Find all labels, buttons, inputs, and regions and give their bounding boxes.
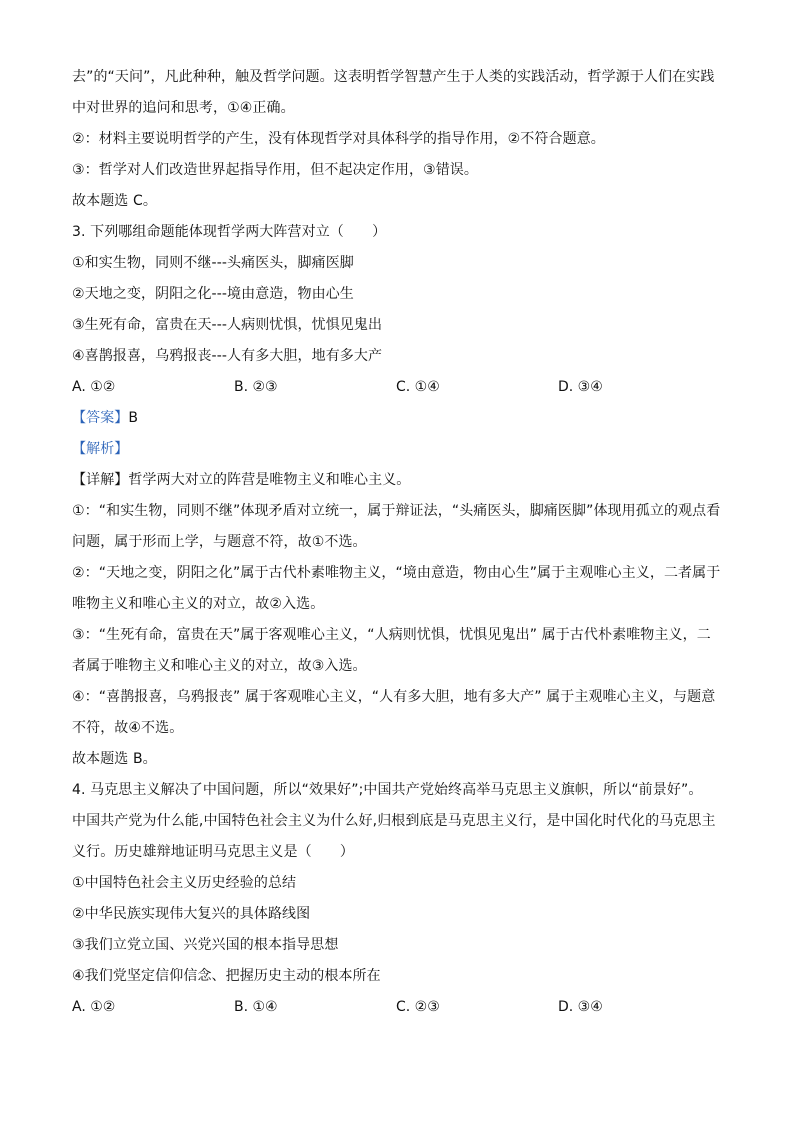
option-c: C. ①④	[396, 379, 440, 395]
answer-tag: 【答案】	[72, 410, 129, 426]
document-page	[72, 62, 728, 1023]
detail-tag: 【详解】	[72, 472, 129, 488]
option-a: A. ①②	[72, 379, 116, 395]
question-3-item: ④喜鹊报喜，乌鸦报丧---人有多大胆，地有多大产	[72, 348, 383, 364]
explanation-line: 唯物主义和唯心主义的对立，故②入选。	[72, 596, 325, 612]
question-4-item: ①中国特色社会主义历史经验的总结	[72, 875, 297, 891]
text-line: ②：材料主要说明哲学的产生，没有体现哲学对具体科学的指导作用，②不符合题意。	[72, 131, 605, 147]
question-4-item: ④我们党坚定信仰信念、把握历史主动的根本所在	[72, 968, 381, 984]
option-a: A. ①②	[72, 999, 116, 1015]
option-d: D. ③④	[558, 379, 603, 395]
question-3-stem: 3. 下列哪组命题能体现哲学两大阵营对立（ ）	[72, 224, 387, 240]
explanation-line: ②：“天地之变，阴阳之化”属于古代朴素唯物主义，“境由意造，物由心生”属于主观唯心主义，二者属于	[72, 565, 721, 581]
question-4-stem: 中国共产党为什么能,中国特色社会主义为什么好,归根到底是马克思主义行，是中国化时代化的马克思主	[72, 813, 716, 829]
question-4-stem: 义行。历史雄辩地证明马克思主义是（ ）	[72, 844, 354, 860]
detail-line	[72, 465, 728, 496]
explanation-line: 故本题选 B。	[72, 751, 157, 767]
explanation-line: 问题，属于形而上学，与题意不符，故①不选。	[72, 534, 367, 550]
explanation-line: ①：“和实生物，同则不继”体现矛盾对立统一，属于辩证法，“头痛医头，脚痛医脚”体现用孤立的观点看	[72, 503, 721, 519]
question-3-item: ③生死有命，富贵在天---人病则忧惧，忧惧见鬼出	[72, 317, 383, 333]
option-b: B. ②③	[234, 379, 278, 395]
text-line: 去”的“天问”，凡此种种，触及哲学问题。这表明哲学智慧产生于人类的实践活动，哲学源于人们在实践	[72, 69, 715, 85]
question-4-stem: 4. 马克思主义解决了中国问题，所以“效果好”;中国共产党始终高举马克思主义旗帜，所以“前景好”。	[72, 782, 703, 798]
question-3-item: ②天地之变，阴阳之化---境由意造，物由心生	[72, 286, 354, 302]
question-4-item: ③我们立党立国、兴党兴国的根本指导思想	[72, 937, 339, 953]
question-4-options	[72, 992, 728, 1023]
answer-line	[72, 403, 728, 434]
text-line: 中对世界的追问和思考，①④正确。	[72, 100, 295, 116]
text-line: ③：哲学对人们改造世界起指导作用，但不起决定作用，③错误。	[72, 162, 478, 178]
question-3-options	[72, 372, 728, 403]
explanation-line: ④：“喜鹊报喜，乌鸦报丧” 属于客观唯心主义，“人有多大胆，地有多大产” 属于主观唯心主义，与题意	[72, 689, 716, 705]
explanation-line: ③：“生死有命，富贵在天”属于客观唯心主义，“人病则忧惧，忧惧见鬼出” 属于古代朴素唯物主义，二	[72, 627, 711, 643]
explanation-line: 者属于唯物主义和唯心主义的对立，故③入选。	[72, 658, 367, 674]
question-4-item: ②中华民族实现伟大复兴的具体路线图	[72, 906, 311, 922]
option-d: D. ③④	[558, 999, 603, 1015]
explanation-line: 不符，故④不选。	[72, 720, 184, 736]
analysis-tag: 【解析】	[72, 441, 129, 457]
detail-text: 哲学两大对立的阵营是唯物主义和唯心主义。	[128, 472, 411, 488]
text-line: 故本题选 C。	[72, 193, 157, 209]
analysis-line	[72, 434, 728, 465]
answer-value: B	[128, 410, 139, 426]
option-c: C. ②③	[396, 999, 440, 1015]
question-3-item: ①和实生物，同则不继---头痛医头，脚痛医脚	[72, 255, 354, 271]
option-b: B. ①④	[234, 999, 278, 1015]
